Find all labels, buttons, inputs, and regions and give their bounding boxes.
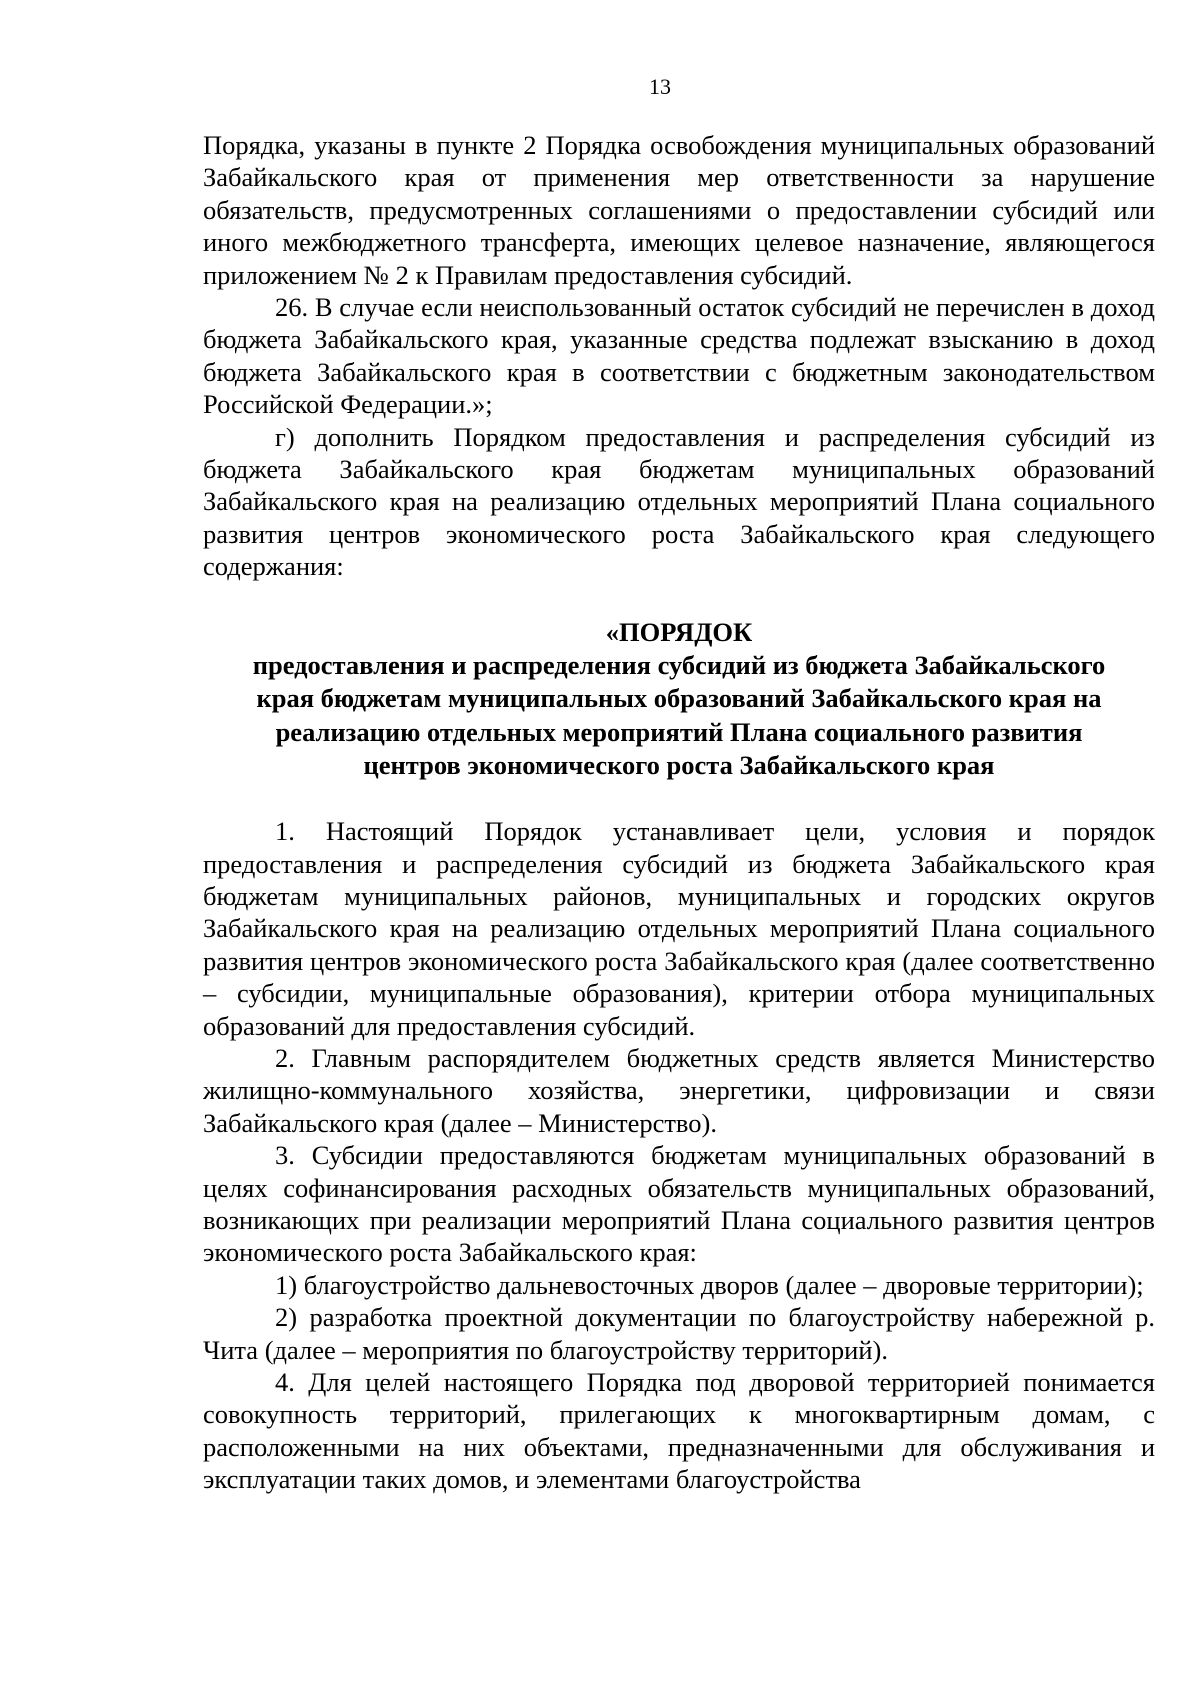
paragraph-subitem-2: 2) разработка проектной документации по благоустройству набережной р. Чита (далее – мероприятия по благоустройству территорий). [203, 1302, 1155, 1365]
heading-subtitle-line: предоставления и распределения субсидий из бюджета Забайкальского [252, 649, 1106, 680]
section-heading [203, 616, 1155, 782]
page-number: 13 [649, 74, 671, 99]
paragraph-item-4: 4. Для целей настоящего Порядка под дворовой территорией понимается совокупность территорий, прилегающих к многоквартирным домам, с расположенными на них объектами, предназначенными для обслуживания и эксплуатации таких домов, и элементами благоустройства [203, 1367, 1155, 1495]
paragraph-subitem-1: 1) благоустройство дальневосточных дворов (далее – дворовые территории); [275, 1269, 1144, 1300]
paragraph-item-2: 2. Главным распорядителем бюджетных средств является Министерство жилищно-коммунального хозяйства, энергетики, цифровизации и связи Забайкальского края (далее – Министерство). [203, 1043, 1155, 1138]
paragraph-item-1: 1. Настоящий Порядок устанавливает цели, условия и порядок предоставления и распределения субсидий из бюджета Забайкальского края бюджетам муниципальных районов, муниципальных и городских округов Забайкальского края на реализацию отдельных мероприятий Плана социального развития центров экономического роста Забайкальского края (далее соответственно – субсидии, муниципальные образования), критерии отбора муниципальных образований для предоставления субсидий. [203, 816, 1155, 1041]
paragraph-item-g: г) дополнить Порядком предоставления и распределения субсидий из бюджета Забайкальского края бюджетам муниципальных образований Забайкальского края на реализацию отдельных мероприятий Плана социального развития центров экономического роста Забайкальского края следующего содержания: [203, 421, 1155, 582]
paragraph-item-3: 3. Субсидии предоставляются бюджетам муниципальных образований в целях софинансирования расходных обязательств муниципальных образований, возникающих при реализации мероприятий Плана социального развития центров экономического роста Забайкальского края: [203, 1140, 1155, 1268]
paragraph-continuation: Порядка, указаны в пункте 2 Порядка освобождения муниципальных образований Забайкальского края от применения мер ответственности за нарушение обязательств, предусмотренных соглашениями о предоставлении субсидий или иного межбюджетного трансферта, имеющих целевое назначение, являющегося приложением № 2 к Правилам предоставления субсидий. [203, 130, 1155, 290]
document-body [203, 129, 1155, 1496]
heading-title: «ПОРЯДОК [605, 616, 753, 647]
paragraph-item-26: 26. В случае если неиспользованный остаток субсидий не перечислен в доход бюджета Забайкальского края, указанные средства подлежат взысканию в доход бюджета Забайкальского края в соответствии с бюджетным законодательством Российской Федерации.»; [203, 292, 1155, 420]
heading-subtitle-line: края бюджетам муниципальных образований Забайкальского края на [256, 683, 1102, 714]
heading-subtitle-line: реализацию отдельных мероприятий Плана социального развития [275, 716, 1083, 747]
heading-subtitle-line: центров экономического роста Забайкальского края [363, 749, 995, 780]
